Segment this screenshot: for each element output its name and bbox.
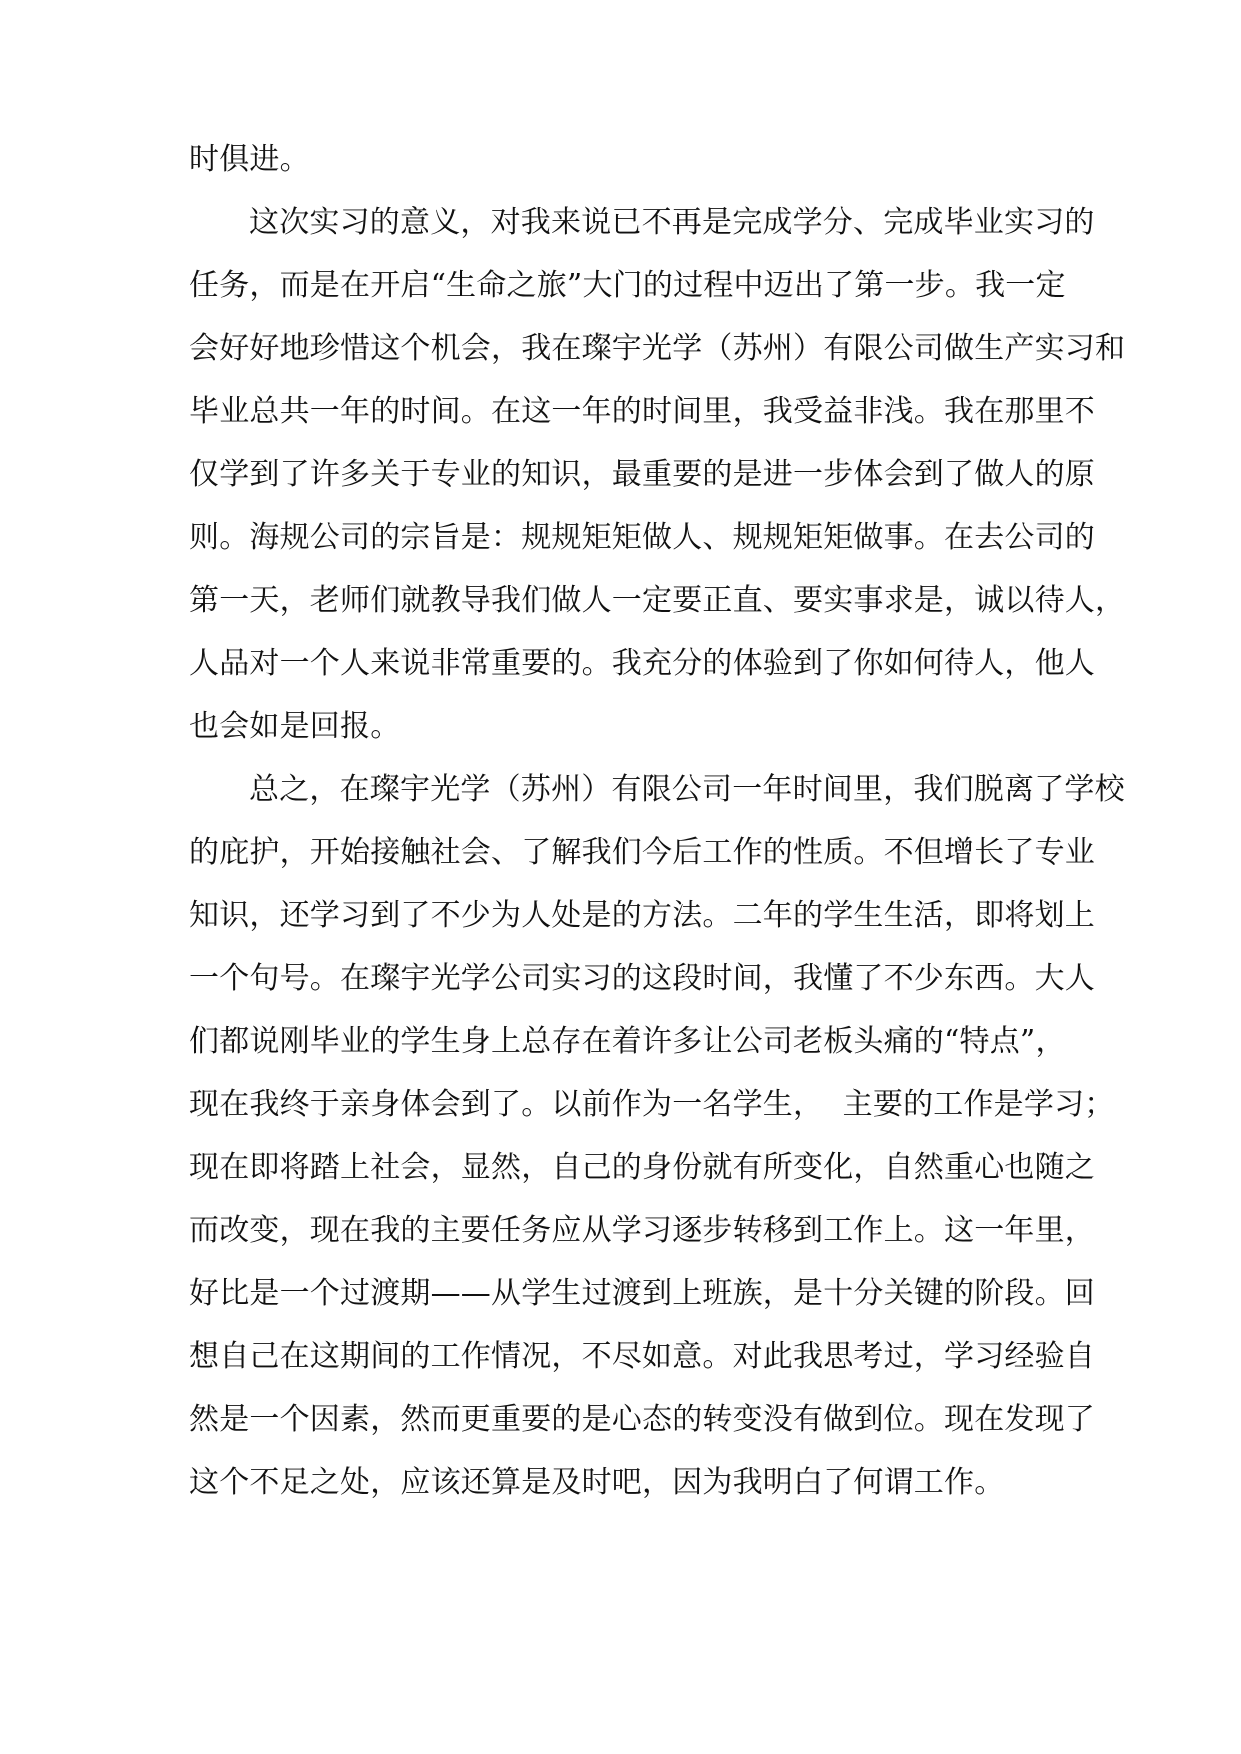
paragraph-start-line: 这次实习的意义，对我来说已不再是完成学分、完成毕业实习的 [249,205,1095,240]
text-line: 知识，还学习到了不少为人处是的方法。二年的学生生活，即将划上 [189,898,1095,933]
text-line: 现在即将踏上社会，显然，自己的身份就有所变化，自然重心也随之 [189,1150,1095,1185]
text-line: 也会如是回报。 [189,709,401,744]
text-line: 这个不足之处，应该还算是及时吧，因为我明白了何谓工作。 [189,1465,1005,1500]
text-line: 第一天，老师们就教导我们做人一定要正直、要实事求是，诚以待人， [189,583,1126,618]
text-line: 好比是一个过渡期——从学生过渡到上班族，是十分关键的阶段。回 [189,1276,1095,1311]
text-line: 们都说刚毕业的学生身上总存在着许多让公司老板头痛的“特点”， [189,1024,1066,1059]
text-line: 任务，而是在开启“生命之旅”大门的过程中迈出了第一步。我一定 [189,268,1066,303]
text-line: 则。海规公司的宗旨是：规规矩矩做人、规规矩矩做事。在去公司的 [189,520,1095,555]
text-line: 仅学到了许多关于专业的知识，最重要的是进一步体会到了做人的原 [189,457,1095,492]
text-line: 会好好地珍惜这个机会，我在璨宇光学（苏州）有限公司做生产实习和 [189,331,1126,366]
text-line: 而改变，现在我的主要任务应从学习逐步转移到工作上。这一年里， [189,1213,1095,1248]
text-line: 人品对一个人来说非常重要的。我充分的体验到了你如何待人，他人 [189,646,1095,681]
text-line: 的庇护，开始接触社会、了解我们今后工作的性质。不但增长了专业 [189,835,1095,870]
text-line: 毕业总共一年的时间。在这一年的时间里，我受益非浅。我在那里不 [189,394,1095,429]
text-line: 现在我终于亲身体会到了。以前作为一名学生， 主要的工作是学习； [189,1087,1115,1122]
text-line: 然是一个因素，然而更重要的是心态的转变没有做到位。现在发现了 [189,1402,1095,1437]
paragraph-start-line: 总之，在璨宇光学（苏州）有限公司一年时间里，我们脱离了学校 [249,772,1125,807]
text-line: 时俱进。 [189,142,310,177]
text-line: 一个句号。在璨宇光学公司实习的这段时间，我懂了不少东西。大人 [189,961,1095,996]
text-line: 想自己在这期间的工作情况，不尽如意。对此我思考过，学习经验自 [189,1339,1095,1374]
